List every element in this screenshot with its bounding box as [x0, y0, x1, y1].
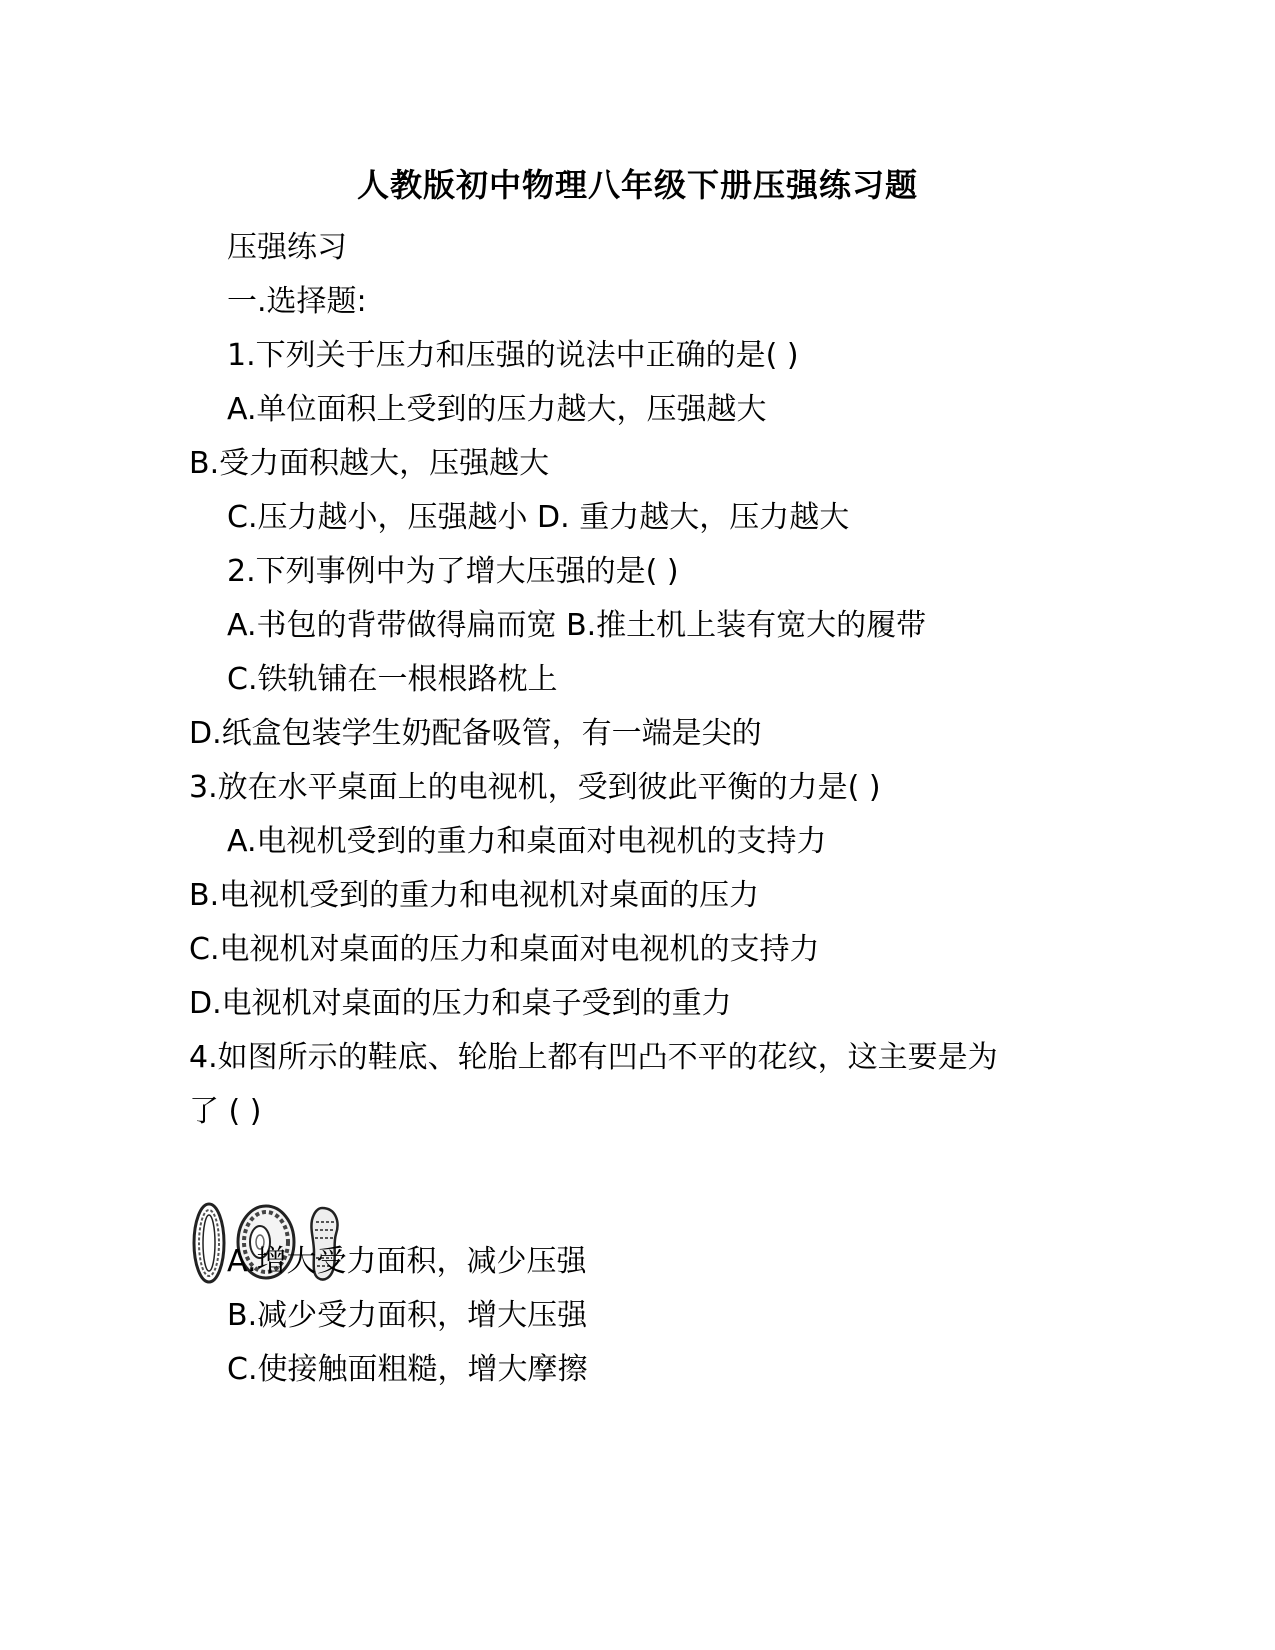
question-3-option-b: B.电视机受到的重力和电视机对桌面的压力: [189, 878, 760, 913]
question-3-option-c: C.电视机对桌面的压力和桌面对电视机的支持力: [189, 932, 820, 967]
question-1-options-cd: C.压力越小，压强越小 D. 重力越大，压力越大: [227, 500, 850, 535]
question-4-option-b: B.减少受力面积，增大压强: [227, 1298, 588, 1333]
section-heading: 压强练习: [227, 230, 347, 265]
question-4-line-2: 了 ( ): [189, 1094, 262, 1129]
part-heading: 一.选择题:: [227, 284, 367, 319]
question-2: 2.下列事例中为了增大压强的是( ): [227, 554, 679, 589]
question-1-option-a: A.单位面积上受到的压力越大，压强越大: [227, 392, 767, 427]
question-1-option-b: B.受力面积越大，压强越大: [189, 446, 550, 481]
question-3-option-a: A.电视机受到的重力和桌面对电视机的支持力: [227, 824, 827, 859]
question-3-option-d: D.电视机对桌面的压力和桌子受到的重力: [189, 986, 732, 1021]
question-4-option-c: C.使接触面粗糙，增大摩擦: [227, 1352, 588, 1387]
question-4-option-a: A.增大受力面积，减少压强: [227, 1244, 587, 1279]
question-1: 1.下列关于压力和压强的说法中正确的是( ): [227, 338, 799, 373]
document-title: 人教版初中物理八年级下册压强练习题: [356, 166, 918, 204]
question-3: 3.放在水平桌面上的电视机，受到彼此平衡的力是( ): [189, 770, 881, 805]
question-2-options-ab: A.书包的背带做得扁而宽 B.推土机上装有宽大的履带: [227, 608, 927, 643]
question-4-line-1: 4.如图所示的鞋底、轮胎上都有凹凸不平的花纹，这主要是为: [189, 1040, 998, 1075]
bicycle-tire-icon: [194, 1204, 224, 1282]
question-2-option-c: C.铁轨铺在一根根路枕上: [227, 662, 558, 697]
question-2-option-d: D.纸盒包装学生奶配备吸管，有一端是尖的: [189, 716, 762, 751]
